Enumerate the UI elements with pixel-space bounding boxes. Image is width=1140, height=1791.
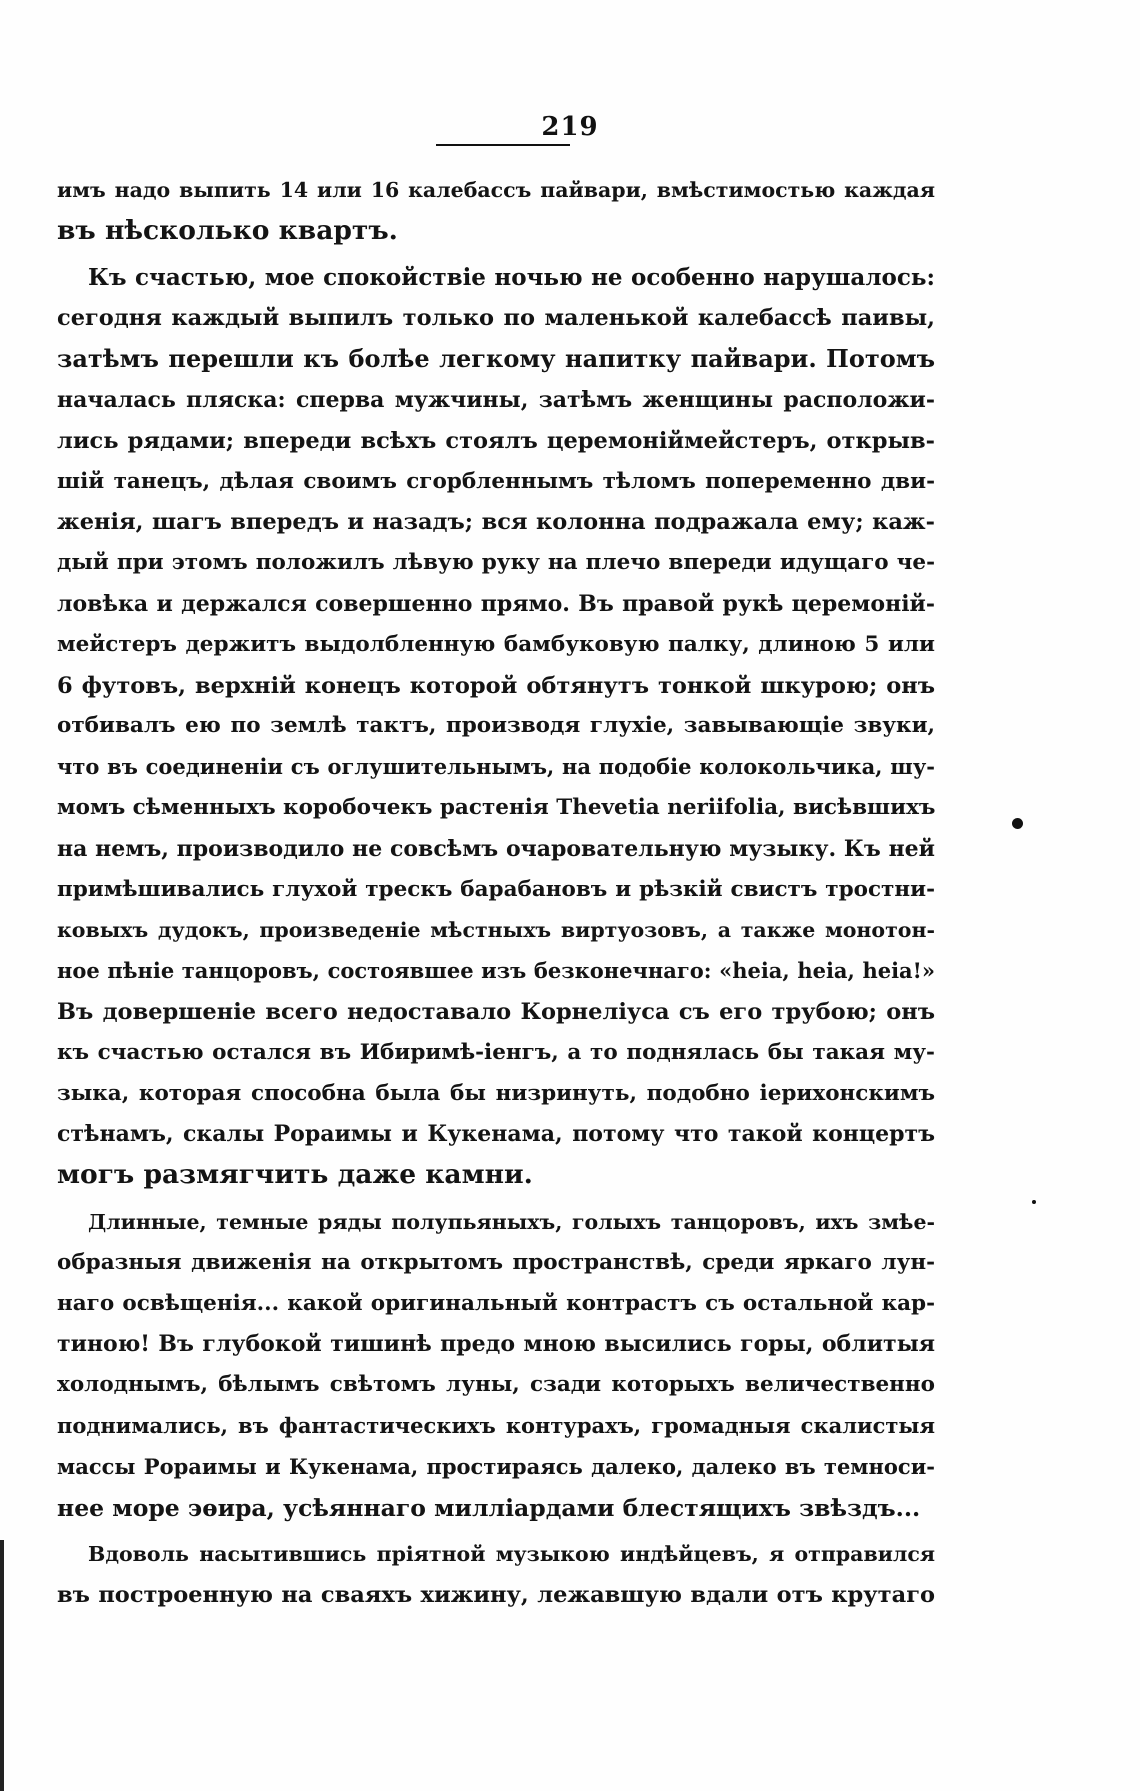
page-number: 219 bbox=[541, 112, 599, 142]
text-line: поднимались, въ фантастическихъ контурахъ, громадныя скалистыя bbox=[57, 1412, 935, 1438]
text-line: къ счастью остался въ Ибиримѣ-іенгъ, а то поднялась бы такая му- bbox=[57, 1039, 935, 1065]
text-line: наго освѣщенія... какой оригинальный контрастъ съ остальной кар- bbox=[57, 1290, 935, 1316]
text-line: стѣнамъ, скалы Рораимы и Кукенама, потому что такой концертъ bbox=[57, 1121, 935, 1148]
text-line: началась пляска: сперва мужчины, затѣмъ женщины расположи- bbox=[57, 386, 935, 413]
text-line: имъ надо выпить 14 или 16 калебассъ пайвари, вмѣстимостью каждая bbox=[57, 178, 935, 202]
text-line: отбивалъ ею по землѣ тактъ, производя глухіе, завывающіе звуки, bbox=[57, 713, 935, 739]
text-line: ное пѣніе танцоровъ, состоявшее изъ безконечнаго: «heia, heia, heia!» bbox=[57, 958, 935, 984]
text-line: 6 футовъ, верхній конецъ которой обтянутъ тонкой шкурою; онъ bbox=[57, 672, 935, 699]
text-line: Длинные, темные ряды полупьяныхъ, голыхъ танцоровъ, ихъ змѣе- bbox=[88, 1209, 935, 1234]
text-line: въ нѣсколько квартъ. bbox=[57, 214, 398, 246]
text-line: образныя движенія на открытомъ пространствѣ, среди яркаго лун- bbox=[57, 1249, 935, 1275]
text-line: женія, шагъ впередъ и назадъ; вся колонна подражала ему; каж- bbox=[57, 509, 935, 536]
text-line: тиною! Въ глубокой тишинѣ предо мною высились горы, облитыя bbox=[57, 1331, 935, 1358]
text-line: зыка, которая способна была бы низринуть, подобно іерихонскимъ bbox=[57, 1080, 935, 1106]
ink-dot-mark bbox=[1012, 818, 1023, 829]
text-line: нее море эѳира, усѣяннаго милліардами блестящихъ звѣздъ... bbox=[57, 1493, 921, 1522]
text-line: Вдоволь насытившись пріятной музыкою индѣйцевъ, я отправился bbox=[88, 1542, 935, 1567]
text-line: лись рядами; впереди всѣхъ стоялъ церемоніймейстеръ, открыв- bbox=[57, 427, 935, 454]
text-line: сегодня каждый выпилъ только по маленькой калебассѣ паивы, bbox=[57, 305, 935, 332]
text-line: момъ сѣменныхъ коробочекъ растенія Thevetia neriifolia, висѣвшихъ bbox=[57, 794, 936, 820]
text-line: могъ размягчить даже камни. bbox=[57, 1159, 533, 1191]
text-line: дый при этомъ положилъ лѣвую руку на плечо впереди идущаго че- bbox=[57, 550, 935, 576]
page-edge-shadow bbox=[0, 1540, 4, 1791]
text-line: массы Рораимы и Кукенама, простираясь далеко, далеко въ темноси- bbox=[57, 1453, 935, 1479]
text-line: мейстеръ держитъ выдолбленную бамбуковую палку, длиною 5 или bbox=[57, 631, 935, 657]
text-line: Къ счастью, мое спокойствіе ночью не особенно нарушалось: bbox=[88, 263, 935, 291]
text-line: затѣмъ перешли къ болѣе легкому напитку пайвари. Потомъ bbox=[57, 344, 935, 374]
text-line: шій танецъ, дѣлая своимъ сгорбленнымъ тѣломъ попеременно дви- bbox=[57, 468, 935, 494]
text-line: на немъ, производило не совсѣмъ очаровательную музыку. Къ ней bbox=[57, 835, 935, 862]
page-number-rule bbox=[436, 144, 570, 146]
text-line: ловѣка и держался совершенно прямо. Въ правой рукѣ церемоній- bbox=[57, 590, 935, 617]
text-line: Въ довершеніе всего недоставало Корнеліуса съ его трубою; онъ bbox=[57, 998, 935, 1025]
text-line: холоднымъ, бѣлымъ свѣтомъ луны, сзади которыхъ величественно bbox=[57, 1372, 935, 1398]
text-line: что въ соединеніи съ оглушительнымъ, на подобіе колокольчика, шу- bbox=[57, 754, 935, 780]
text-line: ковыхъ дудокъ, произведеніе мѣстныхъ виртуозовъ, а также монотон- bbox=[57, 918, 935, 943]
text-line: въ построенную на сваяхъ хижину, лежавшую вдали отъ крутаго bbox=[57, 1582, 935, 1609]
ink-speck-mark bbox=[1032, 1200, 1036, 1204]
text-line: примѣшивались глухой трескъ барабановъ и рѣзкій свистъ тростни- bbox=[57, 876, 935, 902]
body-text bbox=[57, 170, 935, 1616]
